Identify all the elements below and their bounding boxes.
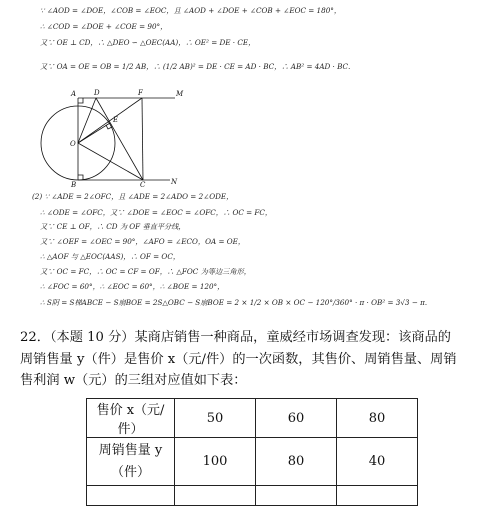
- line-fc: [142, 98, 143, 180]
- table-cell: 60: [256, 399, 337, 438]
- solution-line: ∴ △AOF 与 △EOC(AAS)，∴ OF = OC，: [40, 252, 181, 261]
- solution-line: ∴ ∠FOC = 60°，∴ ∠EOC = 60°，∴ ∠BOE = 120°，: [40, 282, 225, 291]
- table-cell: 80: [256, 438, 337, 486]
- table-cell-empty: [87, 486, 175, 506]
- solution-line: 又∵ OC = FC，∴ OC = CF = OF，∴ △FOC 为等边三角形，: [40, 267, 251, 276]
- label-c: C: [140, 181, 146, 188]
- solution-line: ∵ ∠AOD = ∠DOE，∠COB = ∠EOC，且 ∠AOD + ∠DOE + ∠COB + ∠EOC = 180°，: [40, 6, 342, 15]
- solution-line: 又∵ OA = OE = OB = 1/2 AB，∴ (1/2 AB)² = DE · CE = AD · BC，∴ AB² = 4AD · BC．: [40, 62, 356, 71]
- solution-line: ∴ ∠ODE = ∠OFC，又∵ ∠DOE = ∠EOC = ∠OFC，∴ OC = FC，: [40, 208, 273, 217]
- table-cell-empty: [256, 486, 337, 506]
- solution-line: 又∵ OE ⊥ CD，∴ △DEO ∽ △OEC(AA)，∴ OE² = DE · CE，: [40, 38, 256, 47]
- problem-22: [20, 327, 460, 392]
- label-m: M: [176, 90, 184, 98]
- table-row: [87, 486, 418, 506]
- right-angle-b: [78, 175, 83, 180]
- data-table: [86, 398, 418, 506]
- table-cell: 100: [175, 438, 256, 486]
- label-a: A: [71, 90, 77, 98]
- label-b: B: [71, 181, 77, 188]
- solution-line: 又∵ ∠OEF = ∠OEC = 90°，∠AFO = ∠ECO，OA = OE，: [40, 237, 246, 246]
- problem-line: 22．（本题 10 分）某商店销售一种商品，童威经市场调查发现：该商品的: [20, 330, 451, 345]
- label-o: O: [70, 140, 76, 148]
- table-row: [87, 399, 418, 438]
- table-cell-empty: [175, 486, 256, 506]
- solution-line: (2) ∵ ∠ADE = 2∠OFC，且 ∠ADE = 2∠ADO = 2∠ODE，: [32, 192, 234, 201]
- table-cell-empty: [337, 486, 418, 506]
- problem-line: 售利润 w（元）的三组对应值如下表：: [20, 373, 247, 388]
- table-row-header: 售价 x（元/件）: [87, 399, 175, 438]
- label-d: D: [94, 89, 100, 97]
- line-of: [78, 98, 142, 143]
- table-cell: 80: [337, 399, 418, 438]
- problem-line: 周销售量 y（件）是售价 x（元/件）的一次函数，其售价、周销售量、周销: [20, 351, 457, 367]
- line-dc: [96, 98, 143, 180]
- solution-line: 又∵ CE ⊥ OF，∴ CD 为 OF 垂直平分线，: [40, 222, 186, 231]
- label-e: E: [113, 116, 119, 124]
- solution-line: ∴ S阴 = S梯ABCE − S扇BOE = 2S△OBC − S扇BOE = 2 × 1/2 × OB × OC − 120°/360° · π · OB² = 3√3 − π．: [40, 298, 432, 307]
- label-f: F: [138, 89, 143, 97]
- geometry-figure: [30, 88, 190, 188]
- table-row: [87, 438, 418, 486]
- right-angle-a: [78, 98, 83, 103]
- table-cell: 40: [337, 438, 418, 486]
- label-n: N: [171, 178, 178, 186]
- table-cell: 50: [175, 399, 256, 438]
- line-oe: [78, 123, 110, 143]
- solution-line: ∴ ∠COD = ∠DOE + ∠COE = 90°，: [40, 22, 168, 31]
- table-row-header: 周销售量 y（件）: [87, 438, 175, 486]
- line-oc: [78, 143, 143, 180]
